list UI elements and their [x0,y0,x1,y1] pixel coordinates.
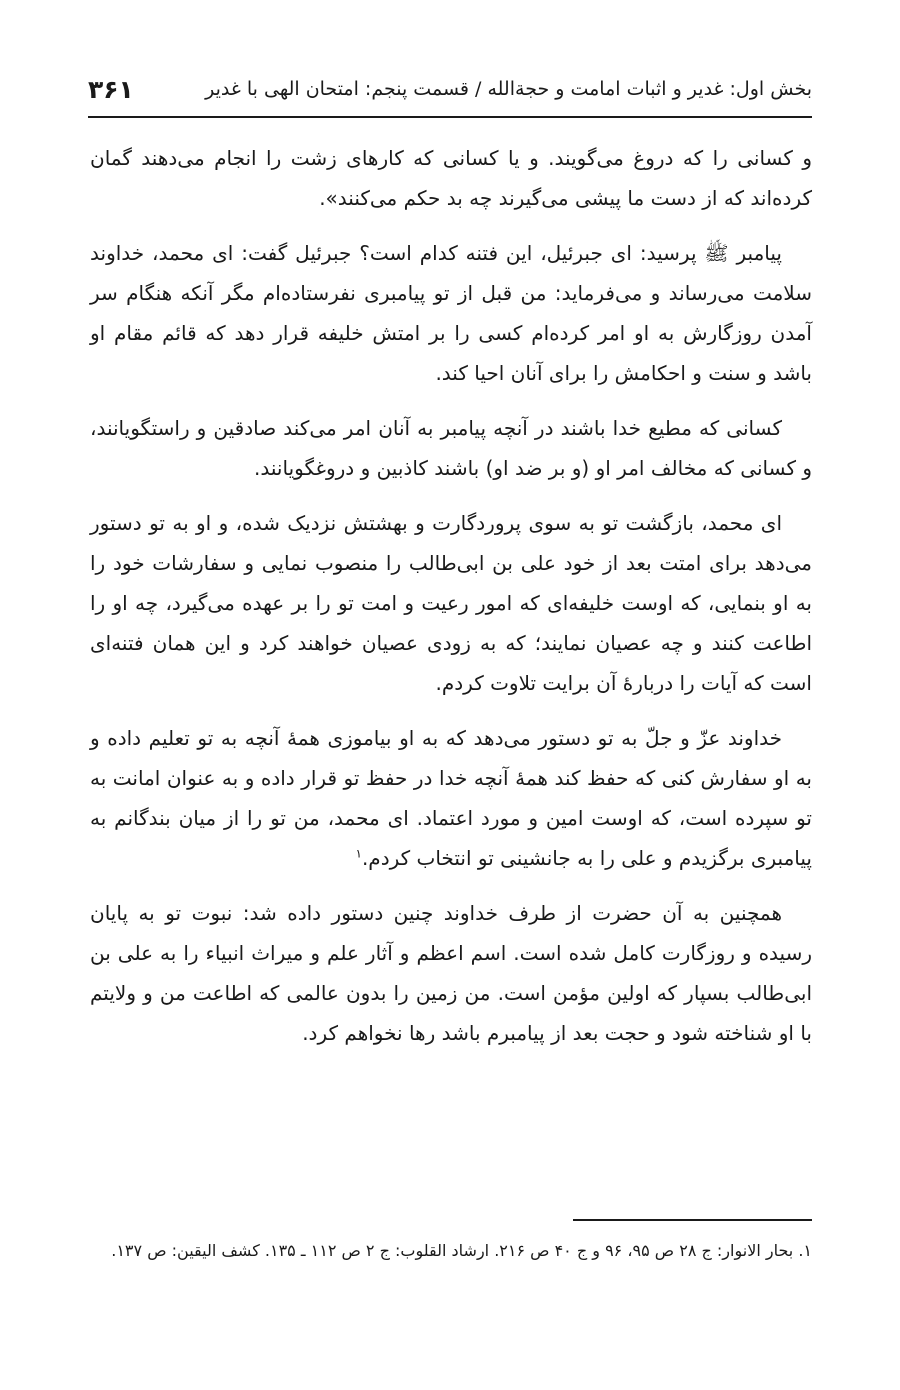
paragraph-3: کسانی که مطیع خدا باشند در آنچه پیامبر به آنان امر می‌کند صادقین و راستگویانند، و کسانی که مخالف امر او (و بر ضد او) باشند کاذبین و دروغگویانند. [90,416,812,480]
paragraph-2: پیامبر ﷺ پرسید: ای جبرئیل، این فتنه کدام است؟ جبرئیل گفت: ای محمد، خداوند سلامت می‌رساند و می‌فرماید: من قبل از تو پیامبری نفرستاده‌ام مگر آنکه هنگام سر آمدن روزگارش به او امر کرده‌ام کسی را بر امتش خلیفه قرار دهد که قائم مقام او باشد و سنت و احکامش را برای آنان احیا کند. [90,241,812,385]
header-title: بخش اول: غدیر و اثبات امامت و حجةالله / قسمت پنجم: امتحان الهی با غدیر [205,78,812,100]
footnote-divider [573,1219,812,1221]
paragraph-1: و کسانی را که دروغ می‌گویند. و یا کسانی که کارهای زشت را انجام می‌دهند گمان کرده‌اند که از دست ما پیشی می‌گیرند چه بد حکم می‌کنند». [90,146,812,210]
paragraph-5-text: خداوند عزّ و جلّ به تو دستور می‌دهد که به او بیاموزی همهٔ آنچه به تو تعلیم داده و به او سفارش کنی که حفظ کند همهٔ آنچه خدا در حفظ تو قرار داده و به عنوان امانت به تو سپرده است، که اوست امین و مورد اعتماد. ای محمد، من تو را از میان بندگانم به پیامبری برگزیدم و علی را به جانشینی تو انتخاب کردم. [90,726,812,870]
footnote-marker: ۱ [355,846,362,861]
paragraph-4: ای محمد، بازگشت تو به سوی پروردگارت و بهشتش نزدیک شده، و او به تو دستور می‌دهد برای امتت بعد از خود علی بن ابی‌طالب را منصوب نمایی و سفارشات خود را به او بنمایی، که اوست خلیفه‌ای که امور رعیت و امت تو را بر عهده می‌گیرد، چه او را اطاعت کنند و چه عصیان نمایند؛ که به زودی عصیان خواهند کرد و این همان فتنه‌ای است که آیات را دربارهٔ آن برایت تلاوت کردم. [90,511,812,695]
page-number: ۳۶۱ [88,74,134,104]
paragraph-5 [90,718,812,878]
footnote-text: ۱. بحار الانوار: ج ۲۸ ص ۹۵، ۹۶ و ج ۴۰ ص ۲۱۶. ارشاد القلوب: ج ۲ ص ۱۱۲ ـ ۱۳۵. کشف الیقین: ص ۱۳۷. [111,1241,812,1260]
running-header [88,62,812,118]
main-text [90,138,812,1068]
paragraph-6: همچنین به آن حضرت از طرف خداوند چنین دستور داده شد: نبوت تو به پایان رسیده و روزگارت کامل شده است. اسم اعظم و آثار علم و میراث انبیاء را به علی بن ابی‌طالب بسپار که اولین مؤمن است. من زمین را بدون عالمی که اطاعت من و ولایتم با او شناخته شود و حجت بعد از پیامبرم باشد رها نخواهم کرد. [90,901,812,1045]
